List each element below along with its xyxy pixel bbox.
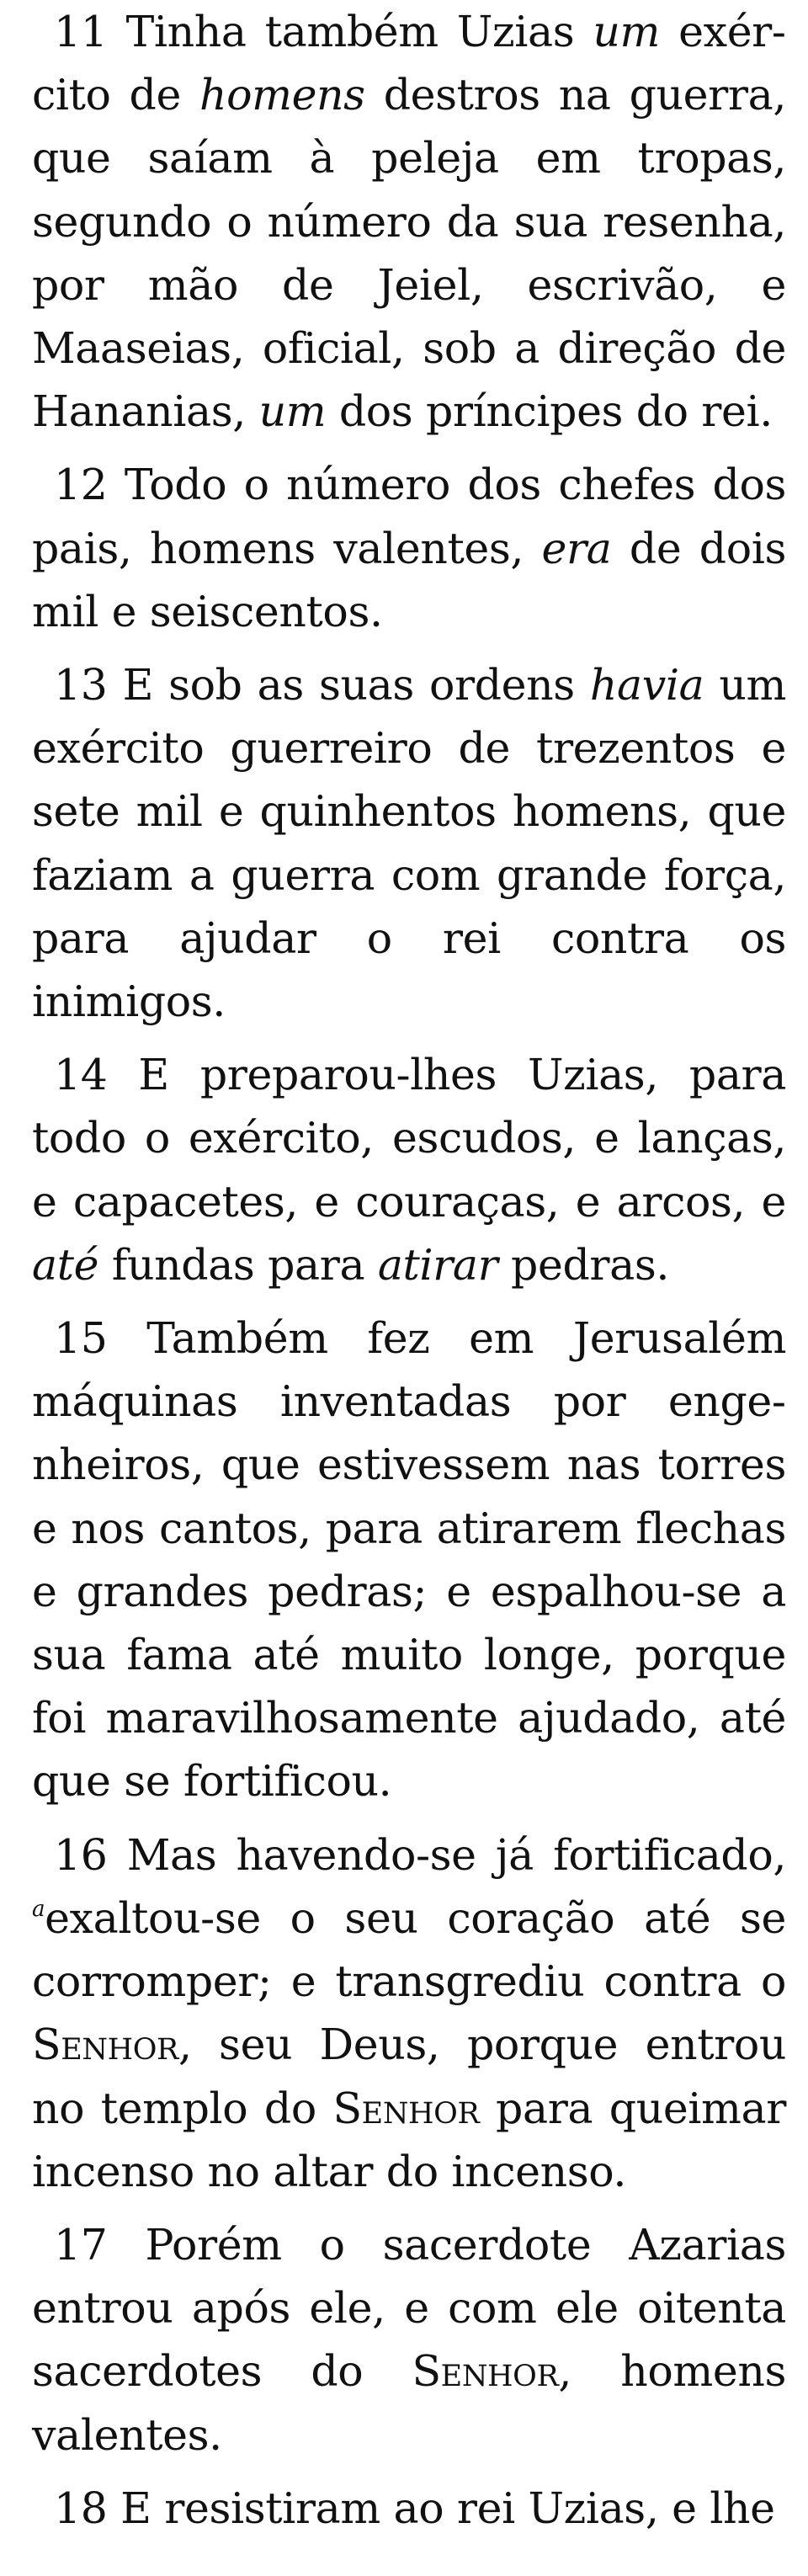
footnote-marker[interactable]: a <box>32 1896 45 1922</box>
divine-name: Senhor <box>32 2020 178 2070</box>
divine-name: Senhor <box>332 2083 480 2133</box>
verse-number: 15 <box>54 1313 108 1364</box>
verse-17: 17 Porém o sacerdote Azarias entrou após ele, e com ele oitenta sacerdotes do Senhor, homens valentes. <box>32 2219 786 2460</box>
scripture-page <box>32 0 786 2550</box>
verse-number: 13 <box>54 660 108 711</box>
verse-15: 15 Também fez em Jerusalém máquinas inventadas por engenheiros, que estivessem nas torres e nos cantos, para atirarem flechas e grandes pedras; e espalhou-se a sua fama até muito longe, porque foi maravilhosamente ajudado, até que se fortificou. <box>32 1313 786 1807</box>
verse-number: 16 <box>54 1829 108 1880</box>
verse-16: 16 Mas havendo-se já fortificado, $^a$exaltou-se o seu coração até se corromper; e transgrediu contra o Senhor, seu Deus, porque entrou no templo do Senhor para queimar incenso no altar do incenso. <box>32 1829 786 2196</box>
divine-name: Senhor <box>412 2346 559 2397</box>
verse-number: 17 <box>54 2219 108 2270</box>
verse-18: 18 E resistiram ao rei Uzias, e lhe <box>54 2483 775 2533</box>
verse-number: 18 <box>54 2483 108 2533</box>
verse-12: 12 Todo o número dos chefes dos pais, homens valentes, era de dois mil e seiscentos. <box>32 460 786 636</box>
verse-number: 11 <box>54 7 108 56</box>
verse-number: 14 <box>54 1050 108 1100</box>
verse-number: 12 <box>54 460 108 510</box>
verse-14: 14 E preparou-lhes Uzias, para todo o exército, escudos, e lanças, e capacetes, e couraças, e arcos, e até fundas para atirar pedras. <box>32 1050 786 1290</box>
verse-13: 13 E sob as suas ordens havia um exército guerreiro de trezentos e sete mil e quinhentos homens, que faziam a guerra com grande força, para ajudar o rei contra os inimigos. <box>32 660 787 1027</box>
verse-11: 11 Tinha também Uzias um exército de homens destros na guerra, que saíam à peleja em tropas, segundo o número da sua resenha, por mão de Jeiel, escrivão, e Maaseias, oficial, sob a direção de Hananias, um dos príncipes do rei. <box>32 7 787 437</box>
